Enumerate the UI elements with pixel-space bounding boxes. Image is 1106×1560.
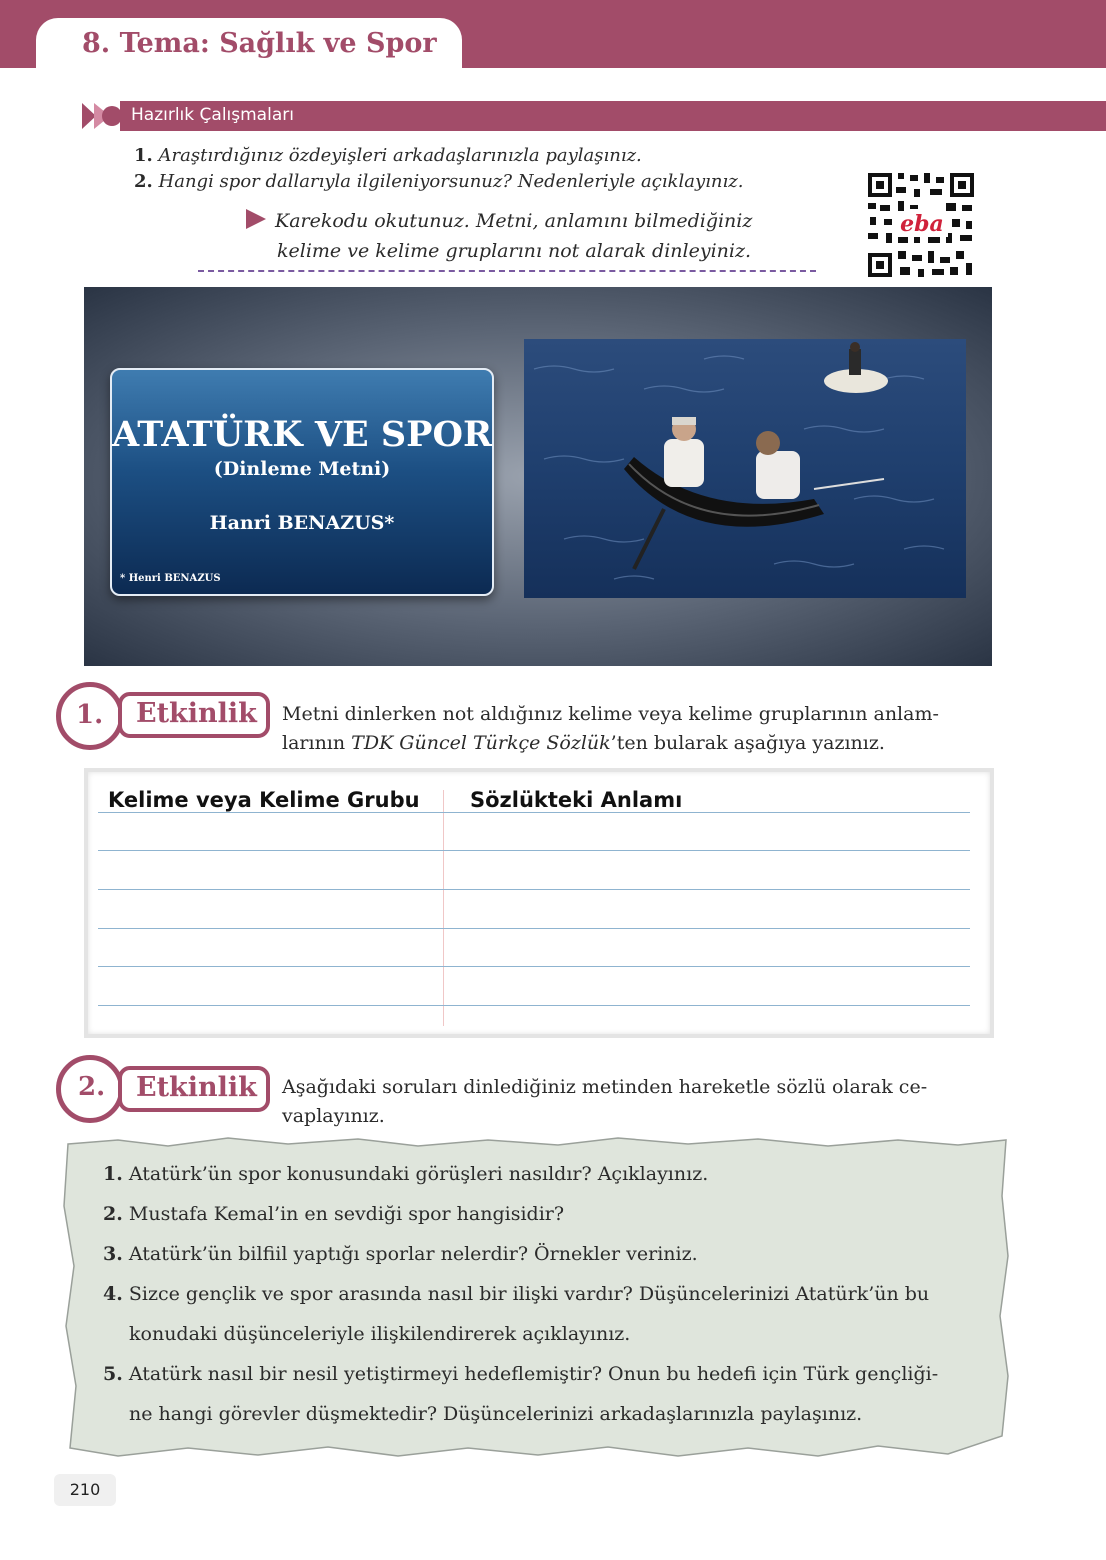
activity-1-number: 1. xyxy=(76,700,104,730)
table-row-line[interactable] xyxy=(98,889,970,890)
activity-1-instruction-line-1: Metni dinlerken not aldığınız kelime veya kelime gruplarının anlam- xyxy=(282,703,939,725)
activity-2-instruction-line-2: vaplayınız. xyxy=(282,1105,385,1127)
table-row-line[interactable] xyxy=(98,850,970,851)
activity-2-number: 2. xyxy=(78,1072,106,1102)
question-5: 5. Atatürk nasıl bir nesil yetiştirmeyi hedeflemiştir? Onun bu hedefi için Türk gençliği- xyxy=(103,1363,939,1385)
qr-note-line-1: Karekodu okutunuz. Metni, anlamını bilmediğiniz xyxy=(275,210,753,232)
hero-title: ATATÜRK VE SPOR xyxy=(111,414,493,455)
question-1: 1. Atatürk’ün spor konusundaki görüşleri nasıldır? Açıklayınız. xyxy=(103,1163,709,1185)
play-arrow-icon xyxy=(244,207,268,231)
table-row-line[interactable] xyxy=(98,1005,970,1006)
table-header-meaning: Sözlükteki Anlamı xyxy=(470,788,683,812)
qr-code[interactable] xyxy=(866,171,976,279)
dashed-divider xyxy=(198,270,816,272)
theme-title: 8. Tema: Sağlık ve Spor xyxy=(82,28,437,59)
table-row-line[interactable] xyxy=(98,966,970,967)
preparation-label: Hazırlık Çalışmaları xyxy=(131,105,294,125)
hero-title-card xyxy=(110,368,494,596)
prep-question-2: 2. Hangi spor dallarıyla ilgileniyorsunuz? Nedenleriyle açıklayınız. xyxy=(134,171,744,192)
question-2: 2. Mustafa Kemal’in en sevdiği spor hangisidir? xyxy=(103,1203,565,1225)
hero-subtitle: (Dinleme Metni) xyxy=(213,458,391,480)
qr-note-line-2: kelime ve kelime gruplarını not alarak dinleyiniz. xyxy=(277,240,752,262)
activity-1-instruction-line-2: larının TDK Güncel Türkçe Sözlük’ten bularak aşağıya yazınız. xyxy=(282,732,885,754)
question-5-continued: ne hangi görevler düşmektedir? Düşüncelerinizi arkadaşlarınızla paylaşınız. xyxy=(129,1403,863,1425)
table-row-line[interactable] xyxy=(98,928,970,929)
activity-1-label: Etkinlik xyxy=(136,698,257,729)
activity-2-label: Etkinlik xyxy=(136,1072,257,1103)
page-number: 210 xyxy=(69,1480,101,1499)
boat-photo xyxy=(524,339,966,598)
prep-question-1: 1. Araştırdığınız özdeyişleri arkadaşlarınızla paylaşınız. xyxy=(134,145,642,166)
eba-logo: eba xyxy=(900,211,944,237)
activity-2-instruction-line-1: Aşağıdaki soruları dinlediğiniz metinden hareketle sözlü olarak ce- xyxy=(282,1076,928,1098)
question-4: 4. Sizce gençlik ve spor arasında nasıl bir ilişki vardır? Düşüncelerinizi Atatürk’ün bu xyxy=(103,1283,930,1305)
table-row-line[interactable] xyxy=(98,812,970,813)
hero-author: Hanri BENAZUS* xyxy=(209,512,395,534)
question-3: 3. Atatürk’ün bilfiil yaptığı sporlar nelerdir? Örnekler veriniz. xyxy=(103,1243,698,1265)
double-arrow-icon xyxy=(82,101,122,131)
table-header-word: Kelime veya Kelime Grubu xyxy=(108,788,420,812)
hero-footnote: * Henri BENAZUS xyxy=(120,573,221,584)
question-4-continued: konudaki düşünceleriyle ilişkilendirerek açıklayınız. xyxy=(129,1323,631,1345)
table-column-divider xyxy=(443,790,444,1026)
